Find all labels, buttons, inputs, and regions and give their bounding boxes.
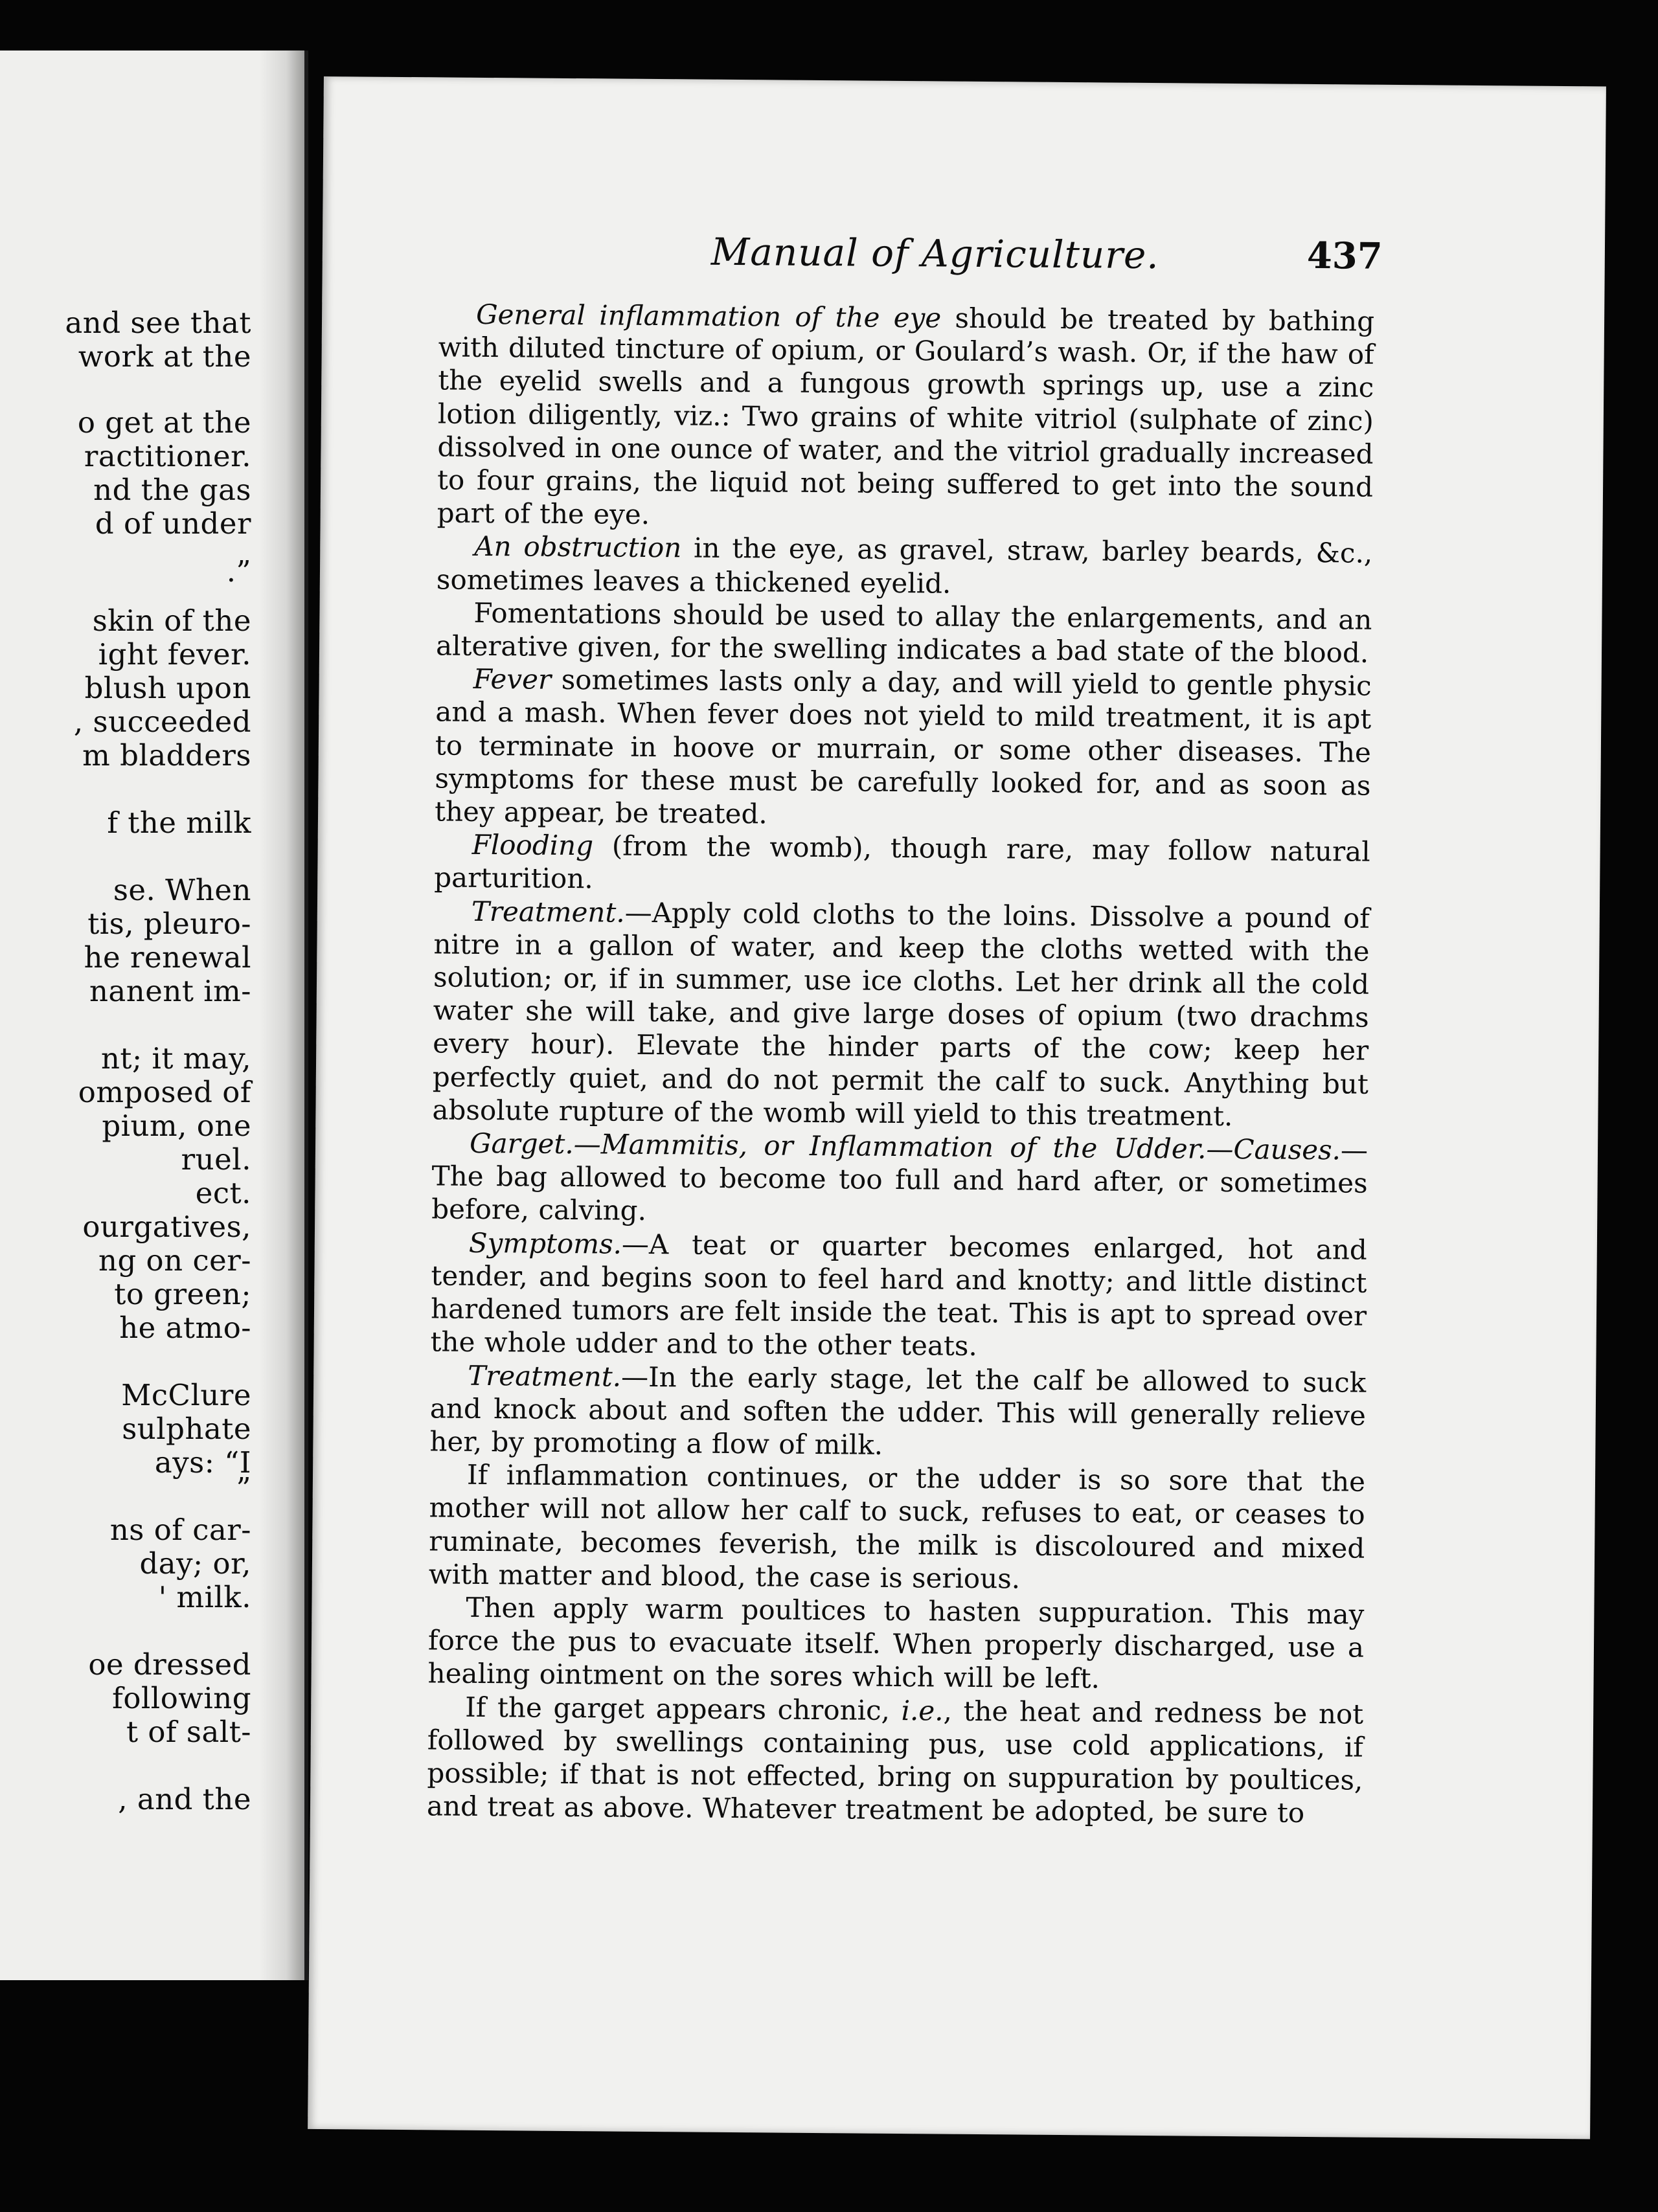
left-line: m bladders bbox=[82, 738, 251, 773]
right-page bbox=[308, 76, 1606, 2139]
left-line: se. When bbox=[113, 873, 251, 907]
paragraph bbox=[435, 662, 1372, 835]
left-line: following bbox=[112, 1681, 251, 1715]
paragraph-text: —The bag allowed to become too full and hard after, or sometimes before, calving. bbox=[431, 1134, 1368, 1227]
paragraph bbox=[436, 596, 1372, 670]
paragraph-text: Fomentations should be used to allay the enlargements, and an alterative given, for the swelling indicates a bad state of the blood. bbox=[435, 596, 1372, 669]
left-line: o get at the bbox=[77, 405, 251, 440]
left-line: sulphate bbox=[122, 1412, 251, 1446]
paragraph-text: Then apply warm poultices to hasten suppuration. This may force the pus to evacuate itself. When properly discharged, use a healing ointment on the sores which will be left. bbox=[427, 1591, 1365, 1695]
left-line: ng on cer- bbox=[98, 1243, 251, 1278]
paragraph-text: should be treated by bathing with diluted tincture of opium, or Goulard’s wash. Or, if the haw of the eyelid swells and a fungous growth springs up, use a zinc lotion diligently, viz.: Two grains of white vitriol (sulphate of zinc) dissolved in one ounce of water, and the vitriol gradually increased to four grains, the liquid not being suffered to get into the sound part of the eye. bbox=[437, 302, 1375, 531]
left-line: and see that bbox=[65, 306, 251, 340]
left-line: omposed of bbox=[78, 1075, 251, 1109]
paragraph-text: If inflammation continues, or the udder is so sore that the mother will not allow her calf to suck, refuses to eat, or ceases to ruminate, becomes feverish, the milk is discoloured and mixed with matter and blood, the case is serious. bbox=[428, 1458, 1366, 1595]
left-line: ' milk. bbox=[158, 1580, 251, 1614]
left-line: ourgatives, bbox=[82, 1210, 251, 1244]
paragraph-text: (from the womb), though rare, may follow natural parturition. bbox=[434, 830, 1370, 895]
paragraph-label: An obstruction bbox=[474, 530, 682, 564]
paragraph-text: sometimes lasts only a day, and will yield to gentle physic and a mash. When fever does not yield to mild treatment, it is apt to terminate in hoove or murrain, or some other diseases. The symptoms for these must be carefully looked for, and as soon as they appear, be treated. bbox=[434, 664, 1372, 830]
paragraph-label: Garget.—Mammitis, or Inflammation of the Udder.—Causes. bbox=[469, 1127, 1341, 1166]
left-line: nt; it may, bbox=[100, 1041, 251, 1076]
left-line: nd the gas bbox=[93, 473, 251, 507]
left-line: ractitioner. bbox=[84, 439, 251, 473]
left-line: ight fever. bbox=[98, 637, 251, 672]
paragraph-label: General inflammation of the eye bbox=[475, 298, 942, 334]
left-line: , and the bbox=[118, 1782, 251, 1816]
left-line: day; or, bbox=[139, 1546, 251, 1581]
left-line: .” bbox=[226, 554, 251, 589]
paragraph bbox=[434, 828, 1370, 902]
running-title: Manual of Agriculture. bbox=[710, 229, 1160, 278]
left-line: d of under bbox=[95, 506, 251, 541]
page-number: 437 bbox=[1306, 234, 1383, 278]
paragraph bbox=[437, 530, 1373, 604]
paragraph bbox=[429, 1359, 1366, 1465]
left-page-fragment bbox=[0, 51, 308, 1980]
paragraph bbox=[437, 297, 1375, 537]
paragraph-emphasis: i.e. bbox=[901, 1694, 944, 1727]
page-header bbox=[322, 227, 1605, 295]
left-line: ays: “I bbox=[154, 1445, 251, 1480]
page-gutter-shadow bbox=[259, 51, 304, 1980]
paragraph-label: Flooding bbox=[471, 829, 594, 862]
paragraph bbox=[430, 1226, 1367, 1366]
left-line: blush upon bbox=[84, 671, 251, 705]
left-line: ruel. bbox=[181, 1142, 251, 1177]
left-line: McClure bbox=[121, 1378, 251, 1412]
left-line: ns of car- bbox=[109, 1513, 251, 1547]
paragraph-text: in the eye, as gravel, straw, barley beards, &c., sometimes leaves a thickened eyelid. bbox=[436, 532, 1373, 600]
left-line: he renewal bbox=[84, 940, 251, 975]
left-line: , succeeded bbox=[73, 705, 251, 739]
left-line: ect. bbox=[195, 1176, 251, 1210]
left-line: f the milk bbox=[107, 806, 251, 840]
paragraph-text: —A teat or quarter becomes enlarged, hot and tender, and begins soon to feel hard and knotty; and little distinct hardened tumors are felt inside the teat. This is apt to spread over the whole udder and to the other teats. bbox=[430, 1228, 1368, 1362]
paragraph-label: Fever bbox=[473, 663, 552, 696]
left-line: skin of the bbox=[92, 604, 251, 638]
paragraph-text: —In the early stage, let the calf be allowed to suck and knock about and soften the udder. This will generally relieve her, by promoting a flow of milk. bbox=[429, 1360, 1367, 1461]
paragraph-label: Symptoms. bbox=[468, 1226, 622, 1260]
paragraph-text: —Apply cold cloths to the loins. Dissolve a pound of nitre in a gallon of water, and keep the cloths wetted with the solution; or, if in summer, use ice cloths. Let her drink all the cold water she will take, and give large doses of opium (two drachms every hour). Elevate the hinder parts of the cow; keep her perfectly quiet, and do not permit the calf to suck. Anything but absolute rupture of the womb will yield to this treatment. bbox=[432, 896, 1370, 1132]
paragraph bbox=[432, 894, 1370, 1134]
paragraph-label: Treatment. bbox=[468, 1359, 622, 1393]
paragraph bbox=[429, 1458, 1366, 1597]
left-line: oe dressed bbox=[88, 1647, 251, 1682]
paragraph-text: If the garget appears chronic, bbox=[465, 1691, 902, 1726]
paragraph bbox=[431, 1126, 1368, 1233]
paragraph bbox=[427, 1590, 1364, 1697]
paragraph-label: Treatment. bbox=[471, 895, 625, 929]
left-line: to green; bbox=[114, 1277, 251, 1311]
body-text bbox=[427, 297, 1374, 1830]
left-line: ” bbox=[236, 1471, 251, 1506]
paragraph bbox=[427, 1690, 1364, 1830]
left-line: pium, one bbox=[102, 1109, 251, 1143]
left-line: he atmo- bbox=[119, 1311, 251, 1345]
left-line: tis, pleuro- bbox=[87, 907, 251, 941]
left-line: nanent im- bbox=[89, 974, 251, 1008]
left-line: t of salt- bbox=[126, 1715, 251, 1749]
left-line: work at the bbox=[78, 339, 251, 374]
paragraph-text: , the heat and redness be not followed by swellings containing pus, use cold applications, if possible; if that is not effected, bring on suppuration by poultices, and treat as above. Whatever treatment be adopted, be sure to bbox=[426, 1695, 1364, 1829]
